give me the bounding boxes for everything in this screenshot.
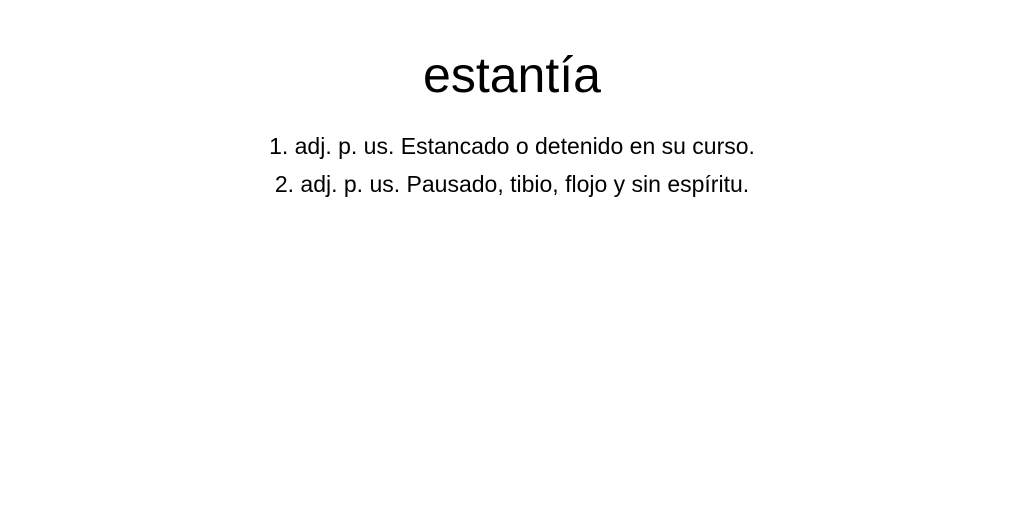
definition-list — [0, 127, 1024, 203]
definition-2: 2. adj. p. us. Pausado, tibio, flojo y sin espíritu. — [274, 171, 750, 197]
headword: estantía — [423, 47, 601, 103]
definition-1: 1. adj. p. us. Estancado o detenido en su curso. — [269, 133, 755, 159]
